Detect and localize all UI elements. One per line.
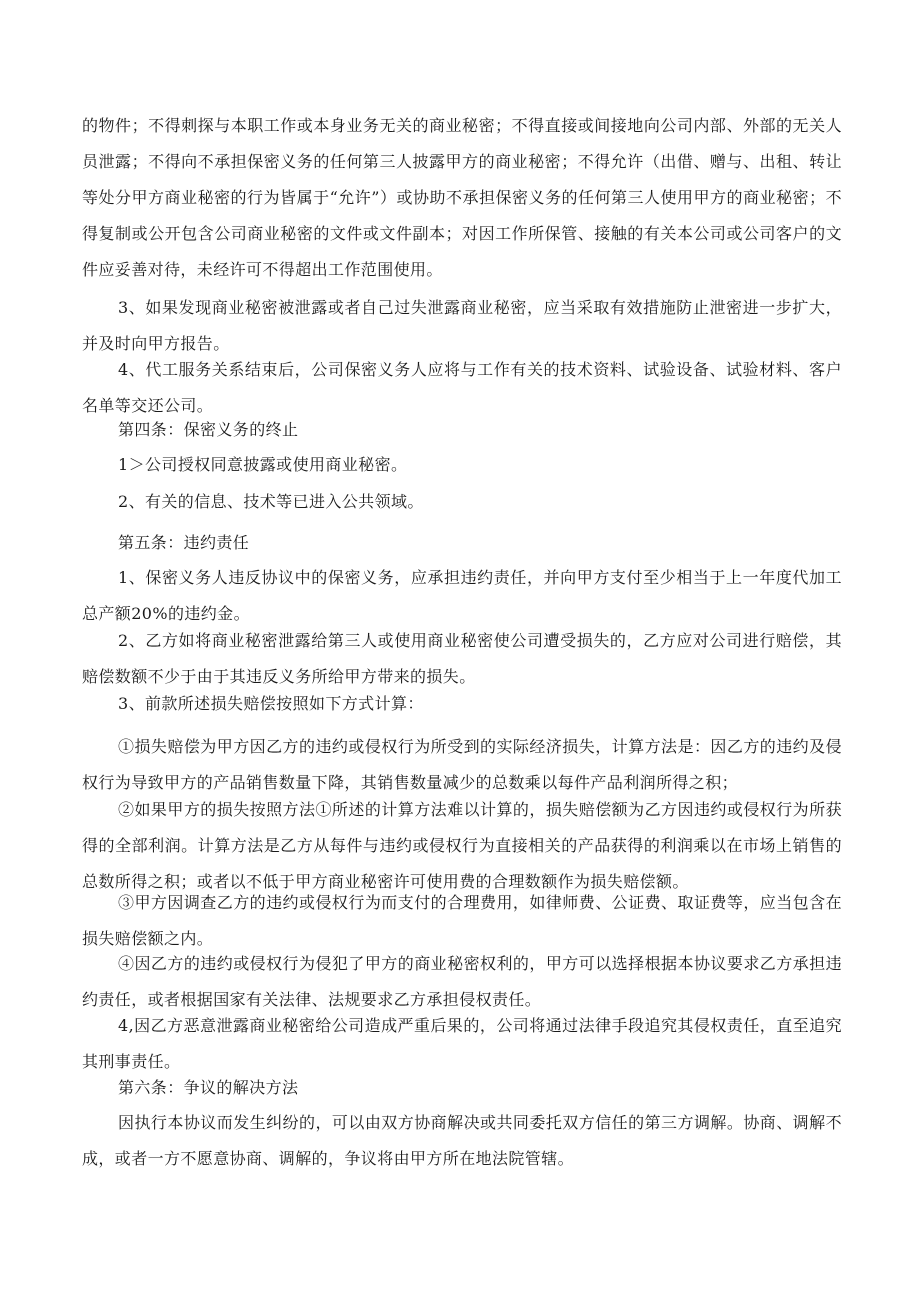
paragraph-article5-item4: 4,因乙方恶意泄露商业秘密给公司造成严重后果的，公司将通过法律手段追究其侵权责任，直至追究其刑事责任。	[82, 1016, 842, 1071]
heading-article5: 第五条：违约责任	[118, 533, 250, 552]
paragraph-calc-method-3: ③甲方因调查乙方的违约或侵权行为而支付的合理费用，如律师费、公证费、取证费等，应当包含在损失赔偿额之内。	[82, 893, 842, 948]
heading-article6: 第六条：争议的解决方法	[118, 1078, 299, 1097]
paragraph-article3-item4: 4、代工服务关系结束后，公司保密义务人应将与工作有关的技术资料、试验设备、试验材料、客户名单等交还公司。	[82, 360, 842, 415]
paragraph-article6-body: 因执行本协议而发生纠纷的，可以由双方协商解决或共同委托双方信任的第三方调解。协商、调解不成，或者一方不愿意协商、调解的，争议将由甲方所在地法院管辖。	[82, 1113, 842, 1168]
paragraph-article5-item2: 2、乙方如将商业秘密泄露给第三人或使用商业秘密使公司遭受损失的，乙方应对公司进行赔偿，其赔偿数额不少于由于其违反义务所给甲方带来的损失。	[82, 631, 842, 686]
paragraph-calc-method-1: ①损失赔偿为甲方因乙方的违约或侵权行为所受到的实际经济损失，计算方法是：因乙方的违约及侵权行为导致甲方的产品销售数量下降，其销售数量减少的总数乘以每件产品利润所得之积；	[82, 737, 842, 792]
paragraph-calc-method-4: ④因乙方的违约或侵权行为侵犯了甲方的商业秘密权利的，甲方可以选择根据本协议要求乙方承担违约责任，或者根据国家有关法律、法规要求乙方承担侵权责任。	[82, 954, 842, 1009]
paragraph-article3-item3: 3、如果发现商业秘密被泄露或者自己过失泄露商业秘密，应当采取有效措施防止泄密进一步扩大，并及时向甲方报告。	[82, 298, 842, 353]
paragraph-article5-item1: 1、保密义务人违反协议中的保密义务，应承担违约责任，并向甲方支付至少相当于上一年度代加工总产额20%的违约金。	[82, 568, 842, 623]
paragraph-article5-item3: 3、前款所述损失赔偿按照如下方式计算：	[118, 694, 424, 713]
paragraph-confidentiality-obligations-cont: 的物件；不得刺探与本职工作或本身业务无关的商业秘密；不得直接或间接地向公司内部、外部的无关人员泄露；不得向不承担保密义务的任何第三人披露甲方的商业秘密；不得允许（出借、赠与、出租、转让等处分甲方商业秘密的行为皆属于“允许”）或协助不承担保密义务的任何第三人使用甲方的商业秘密；不得复制或公开包含公司商业秘密的文件或文件副本；对因工作所保管、接触的有关本公司或公司客户的文件应妥善对待，未经许可不得超出工作范围使用。	[82, 116, 842, 279]
paragraph-calc-method-2: ②如果甲方的损失按照方法①所述的计算方法难以计算的，损失赔偿额为乙方因违约或侵权行为所获得的全部利润。计算方法是乙方从每件与违约或侵权行为直接相关的产品获得的利润乘以在市场上销售的总数所得之积；或者以不低于甲方商业秘密许可使用费的合理数额作为损失赔偿额。	[82, 800, 842, 891]
paragraph-article4-item2: 2、有关的信息、技术等已进入公共领域。	[118, 492, 424, 511]
paragraph-article4-item1: 1＞公司授权同意披露或使用商业秘密。	[118, 455, 408, 474]
heading-article4: 第四条：保密义务的终止	[118, 420, 299, 439]
